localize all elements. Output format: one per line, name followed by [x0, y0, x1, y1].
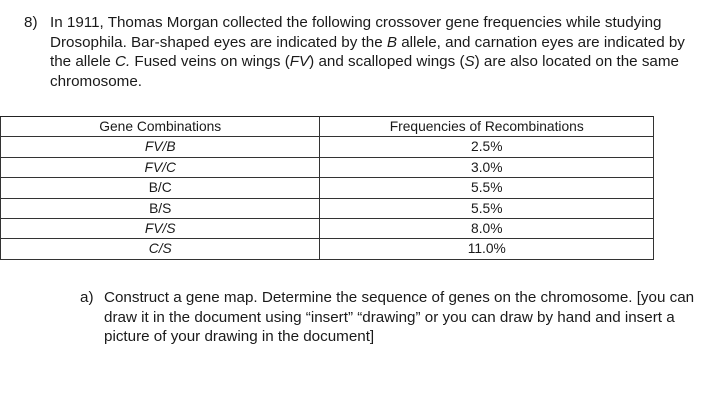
question-text-part-2: allele, and carnation eyes are indicated by the allele — [50, 33, 685, 70]
gene-combination-cell: B/S — [1, 198, 320, 218]
table-header-row — [1, 117, 654, 137]
header-gene-combinations: Gene Combinations — [1, 117, 320, 137]
frequency-cell: 8.0% — [320, 219, 654, 239]
table-row — [1, 137, 654, 157]
table-row — [1, 178, 654, 198]
header-frequencies: Frequencies of Recombinations — [320, 117, 654, 137]
frequency-cell: 11.0% — [320, 239, 654, 259]
gene-combination-cell: FV/S — [1, 219, 320, 239]
gene-fv: FV — [289, 53, 310, 70]
sub-question-label: a) — [80, 289, 94, 306]
gene-combination-cell: FV/B — [1, 137, 320, 157]
table-row — [1, 239, 654, 259]
question-text — [50, 13, 704, 91]
gene-combination-cell: C/S — [1, 239, 320, 259]
allele-b: B — [386, 33, 397, 51]
table-row — [1, 219, 654, 239]
table-row — [1, 198, 654, 218]
recombination-table — [0, 116, 654, 260]
frequency-cell: 5.5% — [320, 178, 654, 198]
question-text-part-1: In 1911, Thomas Morgan collected the following crossover gene frequencies while studying Drosophila. Bar-shaped eyes are indicated by the — [50, 14, 662, 51]
question-text-part-5: ) are also located on the same chromosome. — [50, 53, 679, 90]
gene-combination-cell: B/C — [1, 178, 320, 198]
sub-question-a — [80, 288, 700, 347]
gene-s: S — [464, 53, 475, 70]
frequency-cell: 5.5% — [320, 198, 654, 218]
question-number: 8) — [24, 14, 38, 31]
table-row — [1, 157, 654, 177]
allele-c: C. — [115, 53, 131, 70]
question-8 — [24, 13, 704, 91]
sub-question-text: Construct a gene map. Determine the sequence of genes on the chromosome. [you can draw it in the document using “insert” “drawing” or you can draw by hand and insert a picture of your drawing in the document] — [104, 289, 695, 345]
frequency-cell: 3.0% — [320, 157, 654, 177]
gene-combination-cell: FV/C — [1, 157, 320, 177]
recombination-table-grid — [0, 116, 654, 260]
question-text-part-4: ) and scalloped wings ( — [309, 53, 465, 70]
question-text-part-3: Fused veins on wings ( — [130, 53, 290, 70]
frequency-cell: 2.5% — [320, 137, 654, 157]
